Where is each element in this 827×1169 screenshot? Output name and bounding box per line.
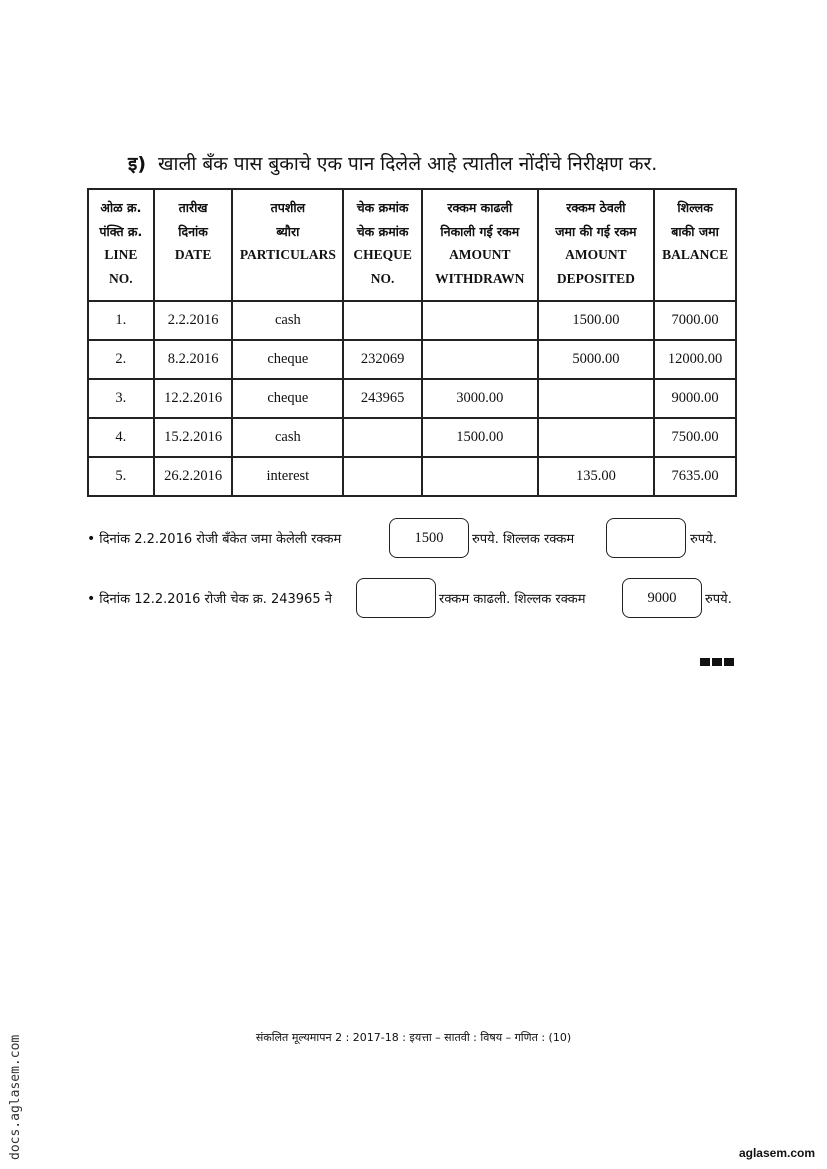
table-cell <box>422 457 538 496</box>
table-cell <box>343 301 422 340</box>
column-header-line <box>655 267 735 291</box>
column-header-line <box>155 267 232 291</box>
end-marker <box>700 651 736 670</box>
fill2-text-part1: दिनांक 12.2.2016 रोजी चेक क्र. 243965 ने <box>99 592 332 607</box>
table-cell: 243965 <box>343 379 422 418</box>
column-header-line: LINE <box>104 247 138 262</box>
column-header-line <box>233 267 342 291</box>
table-cell: cash <box>232 418 343 457</box>
column-header-line: बाकी जमा <box>671 223 719 239</box>
table-cell: 7000.00 <box>654 301 736 340</box>
bank-passbook-table <box>87 188 737 497</box>
table-cell <box>538 379 655 418</box>
fill1-text-part2: रुपये. शिल्लक रक्कम <box>472 532 575 547</box>
table-cell: 8.2.2016 <box>154 340 233 379</box>
table-header-row <box>88 189 736 301</box>
table-row <box>88 457 736 496</box>
column-header-line: पंक्ति क्र. <box>99 223 143 239</box>
bullet-icon: • <box>87 531 96 547</box>
fill-line-2 <box>87 589 332 607</box>
column-header-line: AMOUNT <box>449 247 511 262</box>
bullet-icon: • <box>87 591 96 607</box>
column-header-line: रक्कम काढली <box>447 200 513 215</box>
column-header <box>88 189 154 301</box>
table-cell: 3. <box>88 379 154 418</box>
column-header-line: दिनांक <box>178 223 208 239</box>
column-header-line: रक्कम ठेवली <box>566 200 626 215</box>
fill2-withdrawn-box[interactable] <box>356 578 436 618</box>
column-header-line: BALANCE <box>662 247 729 262</box>
table-cell: 5000.00 <box>538 340 655 379</box>
column-header-line: तपशील <box>270 200 306 215</box>
column-header-line: ओळ क्र. <box>100 200 142 215</box>
column-header-line: शिल्लक <box>677 200 713 215</box>
table-row <box>88 379 736 418</box>
table-cell: 1500.00 <box>422 418 538 457</box>
column-header-line: ब्यौरा <box>276 223 300 239</box>
corner-watermark: aglasem.com <box>738 1146 815 1160</box>
table-cell: 1. <box>88 301 154 340</box>
table-cell: 12.2.2016 <box>154 379 233 418</box>
table-row <box>88 301 736 340</box>
table-cell: 5. <box>88 457 154 496</box>
column-header-line: चेक क्रमांक <box>356 200 409 215</box>
table-cell: 135.00 <box>538 457 655 496</box>
table-cell: 7635.00 <box>654 457 736 496</box>
table-cell: 26.2.2016 <box>154 457 233 496</box>
column-header <box>232 189 343 301</box>
table-cell: cash <box>232 301 343 340</box>
side-watermark: docs.aglasem.com <box>8 1034 23 1160</box>
column-header-line: CHEQUE <box>353 247 412 262</box>
table-row <box>88 418 736 457</box>
column-header-line: तारीख <box>178 200 208 215</box>
column-header <box>422 189 538 301</box>
column-header-line: DATE <box>174 247 212 262</box>
table-body <box>88 301 736 496</box>
column-header-line: निकाली गई रकम <box>440 223 520 239</box>
table-cell: 1500.00 <box>538 301 655 340</box>
column-header <box>538 189 655 301</box>
column-header-line: NO. <box>370 270 395 286</box>
fill1-deposit-box[interactable]: 1500 <box>389 518 469 558</box>
table-cell: cheque <box>232 379 343 418</box>
table-cell: 3000.00 <box>422 379 538 418</box>
question-label: इ) <box>128 153 147 175</box>
fill1-text-part3: रुपये. <box>690 532 717 547</box>
end-square-icon <box>712 658 722 666</box>
question-text: खाली बँक पास बुकाचे एक पान दिलेले आहे त्यातील नोंदींचे निरीक्षण कर. <box>158 153 658 175</box>
table-cell: 2.2.2016 <box>154 301 233 340</box>
fill1-balance-box[interactable] <box>606 518 686 558</box>
table-cell <box>422 340 538 379</box>
column-header-line: चेक क्रमांक <box>356 223 409 239</box>
fill2-balance-box[interactable]: 9000 <box>622 578 702 618</box>
table-cell: 12000.00 <box>654 340 736 379</box>
table-cell: 7500.00 <box>654 418 736 457</box>
column-header <box>654 189 736 301</box>
fill2-text-part2: रक्कम काढली. शिल्लक रक्कम <box>439 592 586 607</box>
column-header <box>343 189 422 301</box>
end-square-icon <box>700 658 710 666</box>
table-cell: 9000.00 <box>654 379 736 418</box>
table-cell: 4. <box>88 418 154 457</box>
table-cell <box>538 418 655 457</box>
column-header-line: DEPOSITED <box>556 270 635 286</box>
column-header-line: PARTICULARS <box>239 247 336 262</box>
fill-line-1 <box>87 529 341 547</box>
question-heading <box>128 150 657 176</box>
column-header <box>154 189 233 301</box>
table-row <box>88 340 736 379</box>
fill1-text-part1: दिनांक 2.2.2016 रोजी बँकेत जमा केलेली रक्कम <box>99 532 342 547</box>
table-cell: interest <box>232 457 343 496</box>
table-cell <box>343 418 422 457</box>
table-cell <box>422 301 538 340</box>
column-header-line: AMOUNT <box>565 247 627 262</box>
fill2-text-part3: रुपये. <box>705 592 732 607</box>
table-cell: 2. <box>88 340 154 379</box>
column-header-line: WITHDRAWN <box>435 270 525 286</box>
end-square-icon <box>724 658 734 666</box>
table-cell: cheque <box>232 340 343 379</box>
column-header-line: NO. <box>109 270 133 286</box>
table-cell <box>343 457 422 496</box>
column-header-line: जमा की गई रकम <box>555 223 637 239</box>
table-cell: 15.2.2016 <box>154 418 233 457</box>
table-cell: 232069 <box>343 340 422 379</box>
page-footer: संकलित मूल्यमापन 2 : 2017-18 : इयत्ता – सातवी : विषय – गणित : (10) <box>255 1031 572 1044</box>
